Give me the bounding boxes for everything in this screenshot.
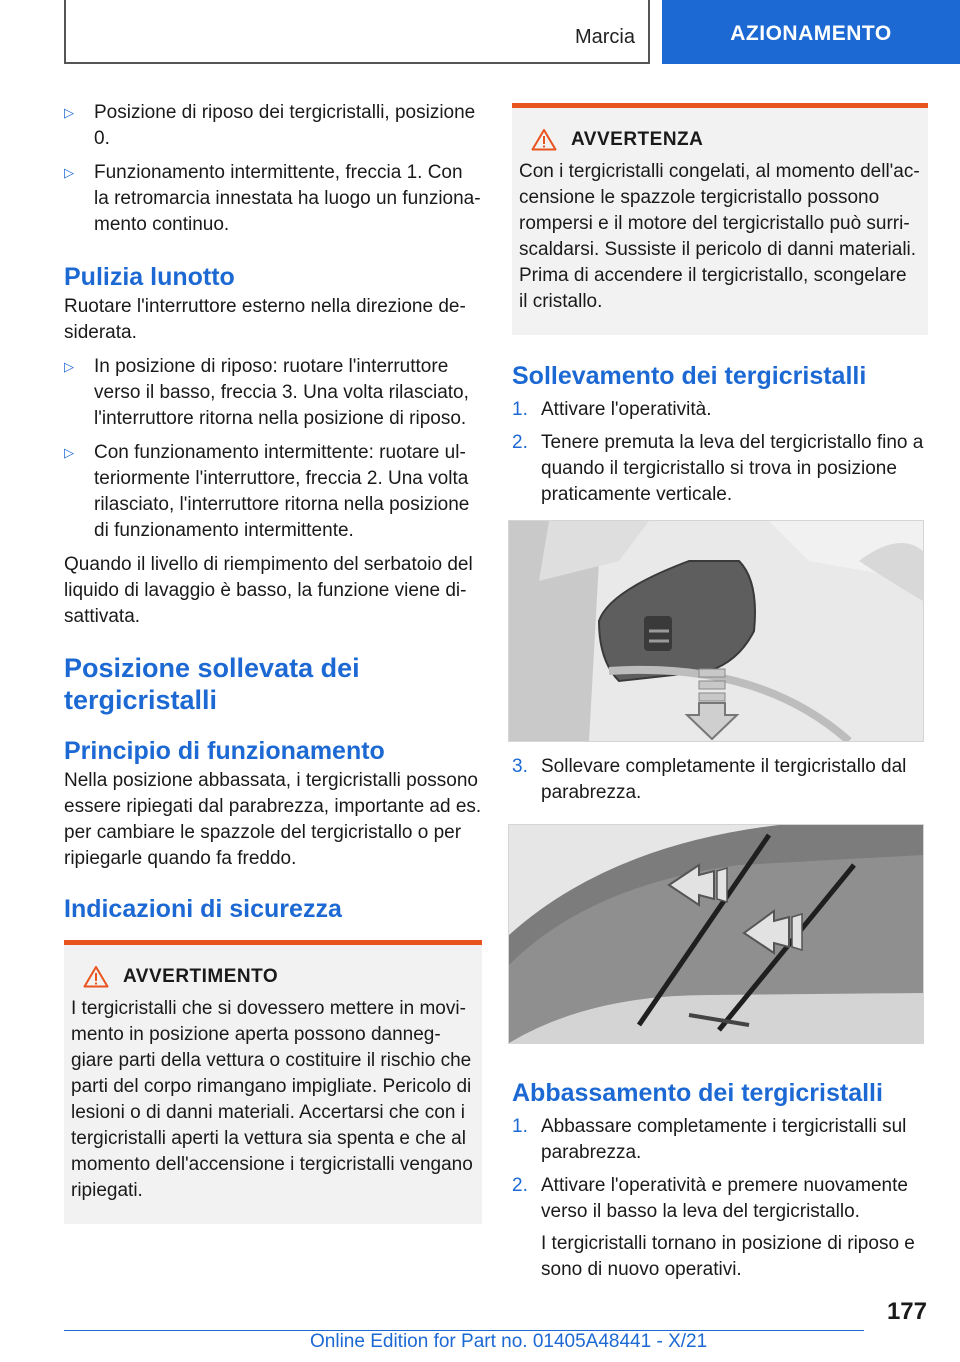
paragraph: Nella posizione abbassata, i tergicristalli possono essere ripiegati dal parabrezza, importante ad es. per cambiare le spazzole del tergicristallo o per ripiegarle quando fa freddo. [64, 770, 482, 869]
triangle-bullet-icon: ▷ [64, 105, 74, 120]
step-number: 2. [512, 432, 528, 453]
list-item [64, 440, 482, 544]
step-result: I tergicristalli tornano in posizione di riposo e sono di nuovo operativi. [541, 1233, 915, 1280]
warning-triangle-icon [531, 128, 557, 151]
edition-note: Online Edition for Part no. 01405A48441 - X/21 [310, 1331, 708, 1352]
section-heading: Pulizia lunotto [64, 263, 235, 291]
page-number: 177 [886, 1298, 927, 1325]
list-item-text: Funzionamento intermittente, freccia 1. Con la retromarcia innestata ha luogo un funzionamento continuo. [94, 162, 481, 235]
step-item [512, 397, 928, 423]
warning-title: AVVERTIMENTO [123, 965, 279, 987]
warning-triangle-icon [83, 965, 109, 988]
section-heading: Sollevamento dei tergicristalli [512, 362, 867, 390]
warning-box [64, 940, 482, 1224]
triangle-bullet-icon: ▷ [64, 359, 74, 374]
list-item [64, 354, 482, 432]
list-item-text: Posizione di riposo dei tergicristalli, posizione 0. [94, 102, 476, 149]
right-column [512, 103, 928, 1290]
warning-text: I tergicristalli che si dovessero mettere in movimento in posizione aperta possono danneggiare parti della vettura o costituire il rischio che parti del corpo rimangano impigliate. Pericolo di lesioni o di danni materiali. Accertarsi che con i tergicristalli aperti la vettura sia spenta e che al momento dell'accensione i tergicristalli vengano ripiegati. [71, 998, 473, 1201]
step-number: 2. [512, 1175, 528, 1196]
warning-header [519, 128, 920, 151]
step-item [512, 754, 928, 806]
triangle-bullet-icon: ▷ [64, 445, 74, 460]
section-heading: Principio di funzionamento [64, 737, 385, 765]
step-item [512, 1173, 928, 1283]
step-text: Tenere premuta la leva del tergicristallo fino a quando il tergicristallo si trova in posizione praticamente verticale. [541, 432, 924, 505]
left-column [64, 100, 482, 1224]
paragraph: Quando il livello di riempimento del serbatoio del liquido di lavaggio è basso, la funzione viene disattivata. [64, 554, 473, 627]
list-item-text: Con funzionamento intermittente: ruotare ulteriormente l'interruttore, freccia 2. Una volta rilasciato, l'interruttore ritorna nella posizione di funzionamento intermittente. [94, 442, 470, 541]
step-text: Sollevare completamente il tergicristallo dal parabrezza. [541, 756, 907, 803]
wiper-lever-illustration [508, 520, 924, 742]
warning-text: Con i tergicristalli congelati, al momento dell'accensione le spazzole tergicristallo possono rompersi e il motore del tergicristallo può surriscaldarsi. Sussiste il pericolo di danni materiali. Prima di accendere il tergicristallo, scongelare il cristallo. [519, 161, 920, 312]
warning-box [512, 103, 928, 335]
list-item [64, 100, 482, 152]
step-text: Attivare l'operatività e premere nuovamente verso il basso la leva del tergicristallo. [541, 1175, 908, 1222]
step-text: Abbassare completamente i tergicristalli sul parabrezza. [541, 1116, 907, 1163]
step-item [512, 430, 928, 508]
list-item-text: In posizione di riposo: ruotare l'interruttore verso il basso, freccia 3. Una volta rilasciato, l'interruttore ritorna nella posizione di riposo. [94, 356, 469, 429]
windshield-wipers-illustration [508, 824, 924, 1044]
step-text: Attivare l'operatività. [541, 399, 712, 420]
step-number: 1. [512, 399, 528, 420]
chapter-heading: Posizione sollevata dei tergicristalli [64, 653, 360, 715]
triangle-bullet-icon: ▷ [64, 165, 74, 180]
section-title: Marcia [574, 26, 635, 48]
section-heading: Abbassamento dei tergicristalli [512, 1079, 883, 1107]
step-item [512, 1114, 928, 1166]
step-number: 1. [512, 1116, 528, 1137]
header-tab-frame [64, 0, 650, 64]
warning-title: AVVERTENZA [571, 128, 704, 150]
paragraph: Ruotare l'interruttore esterno nella direzione desiderata. [64, 296, 466, 343]
step-number: 3. [512, 756, 528, 777]
chapter-title: AZIONAMENTO [662, 0, 960, 64]
section-heading: Indicazioni di sicurezza [64, 895, 342, 923]
list-item [64, 160, 482, 238]
warning-header [71, 965, 474, 988]
